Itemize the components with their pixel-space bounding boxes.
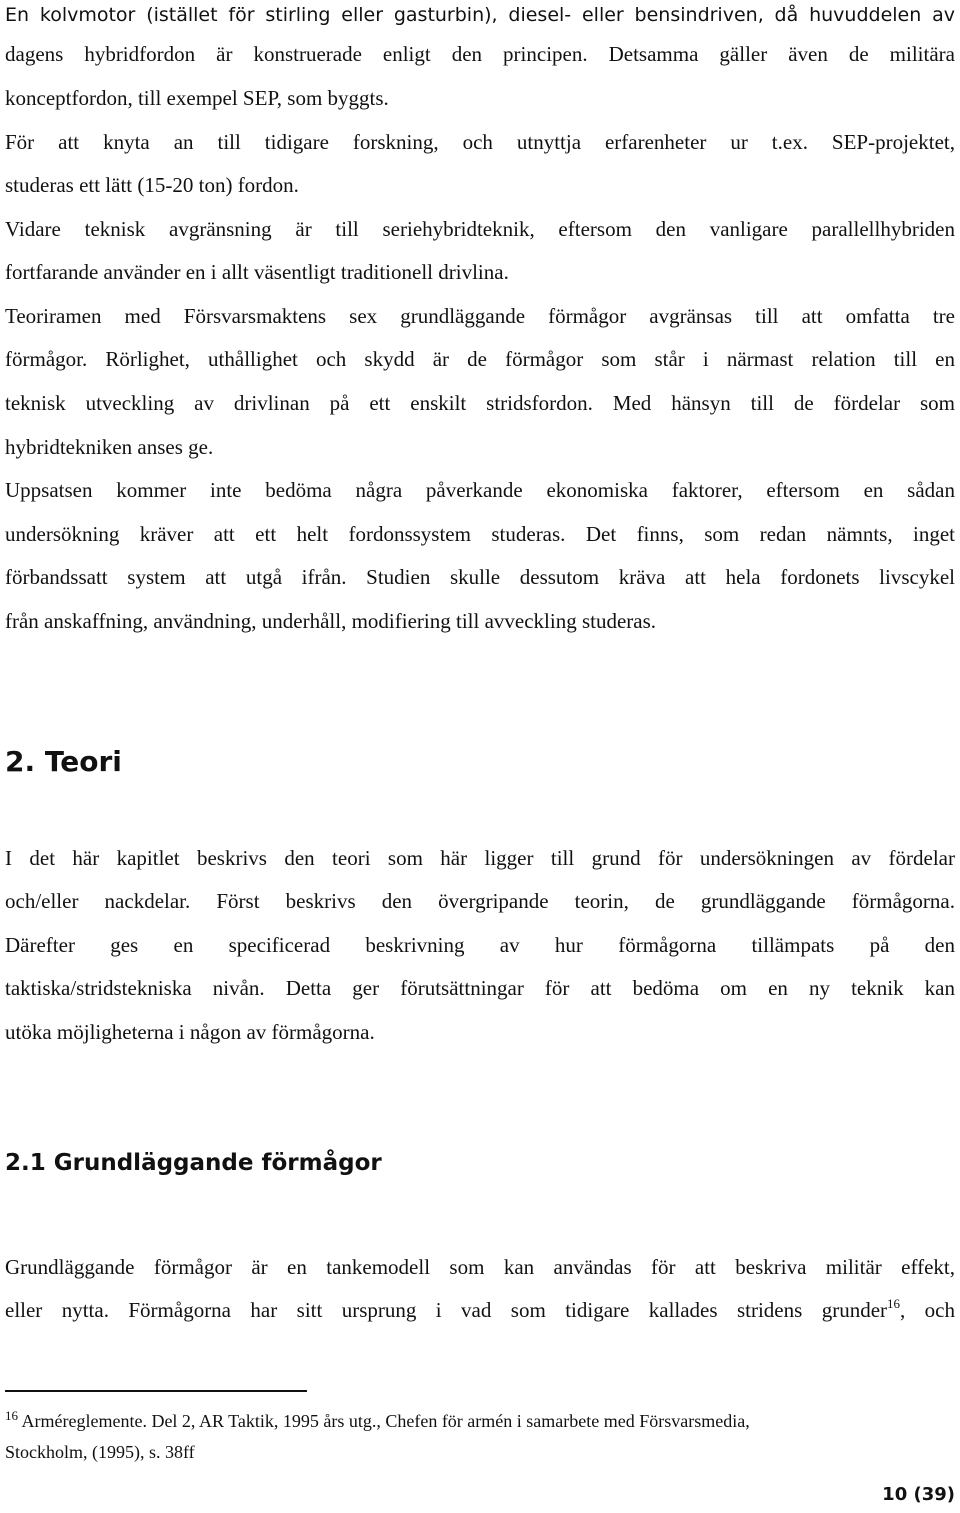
section-2-1-line-2-end: , och <box>900 1298 955 1322</box>
intro-line-11: hybridtekniken anses ge. <box>5 435 214 459</box>
section-2-1-line-2-text: eller nytta. Förmågorna har sitt ursprung i vad som tidigare kallades stridens grunder <box>5 1298 888 1322</box>
intro-line-12: Uppsatsen kommer inte bedöma några påverkande ekonomiska faktorer, eftersom en sådan <box>5 478 955 502</box>
section-2-heading: 2. Teori <box>5 745 122 778</box>
footnote-separator <box>5 1390 307 1392</box>
footnote-line-1 <box>5 1410 955 1432</box>
intro-line-5: studeras ett lätt (15-20 ton) fordon. <box>5 173 299 197</box>
section-2-1-line-1: Grundläggande förmågor är en tankemodell som kan användas för att beskriva militär effekt, <box>5 1255 955 1279</box>
intro-line-1: En kolvmotor (istället för stirling eller gasturbin), diesel- eller bensindriven, då huvuddelen av <box>5 4 955 26</box>
intro-line-8: Teoriramen med Försvarsmaktens sex grundläggande förmågor avgränsas till att omfatta tre <box>5 304 955 328</box>
footnote-number: 16 <box>5 1410 18 1423</box>
intro-line-15: från anskaffning, användning, underhåll, modifiering till avveckling studeras. <box>5 609 657 633</box>
section-2-1-line-2 <box>5 1297 955 1323</box>
footnote-line-2: Stockholm, (1995), s. 38ff <box>5 1442 195 1462</box>
intro-line-14: förbandssatt system att utgå ifrån. Studien skulle dessutom kräva att hela fordonets livscykel <box>5 565 955 589</box>
section-2-line-4: taktiska/stridstekniska nivån. Detta ger förutsättningar för att bedöma om en ny teknik kan <box>5 976 955 1000</box>
section-2-line-3: Därefter ges en specificerad beskrivning av hur förmågorna tillämpats på den <box>5 933 955 957</box>
footnote-text-1: Arméreglemente. Del 2, AR Taktik, 1995 års utg., Chefen för armén i samarbete med Försvarsmedia, <box>18 1411 750 1431</box>
intro-line-3: konceptfordon, till exempel SEP, som byggts. <box>5 86 389 110</box>
page-number: 10 (39) <box>882 1484 955 1505</box>
section-2-line-1: I det här kapitlet beskrivs den teori som här ligger till grund för undersökningen av fördelar <box>5 846 955 870</box>
intro-line-13: undersökning kräver att ett helt fordonssystem studeras. Det finns, som redan nämnts, inget <box>5 522 955 546</box>
intro-line-7: fortfarande använder en i allt väsentligt traditionell drivlina. <box>5 260 509 284</box>
footnote-reference: 16 <box>887 1297 901 1311</box>
section-2-line-5: utöka möjligheterna i någon av förmågorna. <box>5 1020 375 1044</box>
intro-line-9: förmågor. Rörlighet, uthållighet och skydd är de förmågor som står i närmast relation till en <box>5 347 955 371</box>
intro-line-6: Vidare teknisk avgränsning är till seriehybridteknik, eftersom den vanligare parallellhybriden <box>5 217 955 241</box>
intro-line-10: teknisk utveckling av drivlinan på ett enskilt stridsfordon. Med hänsyn till de fördelar som <box>5 391 955 415</box>
intro-line-2: dagens hybridfordon är konstruerade enligt den principen. Detsamma gäller även de militära <box>5 42 955 66</box>
section-2-line-2: och/eller nackdelar. Först beskrivs den övergripande teorin, de grundläggande förmågorna. <box>5 889 955 913</box>
section-2-1-heading: 2.1 Grundläggande förmågor <box>5 1150 382 1176</box>
intro-line-4: För att knyta an till tidigare forskning, och utnyttja erfarenheter ur t.ex. SEP-projektet, <box>5 130 955 154</box>
